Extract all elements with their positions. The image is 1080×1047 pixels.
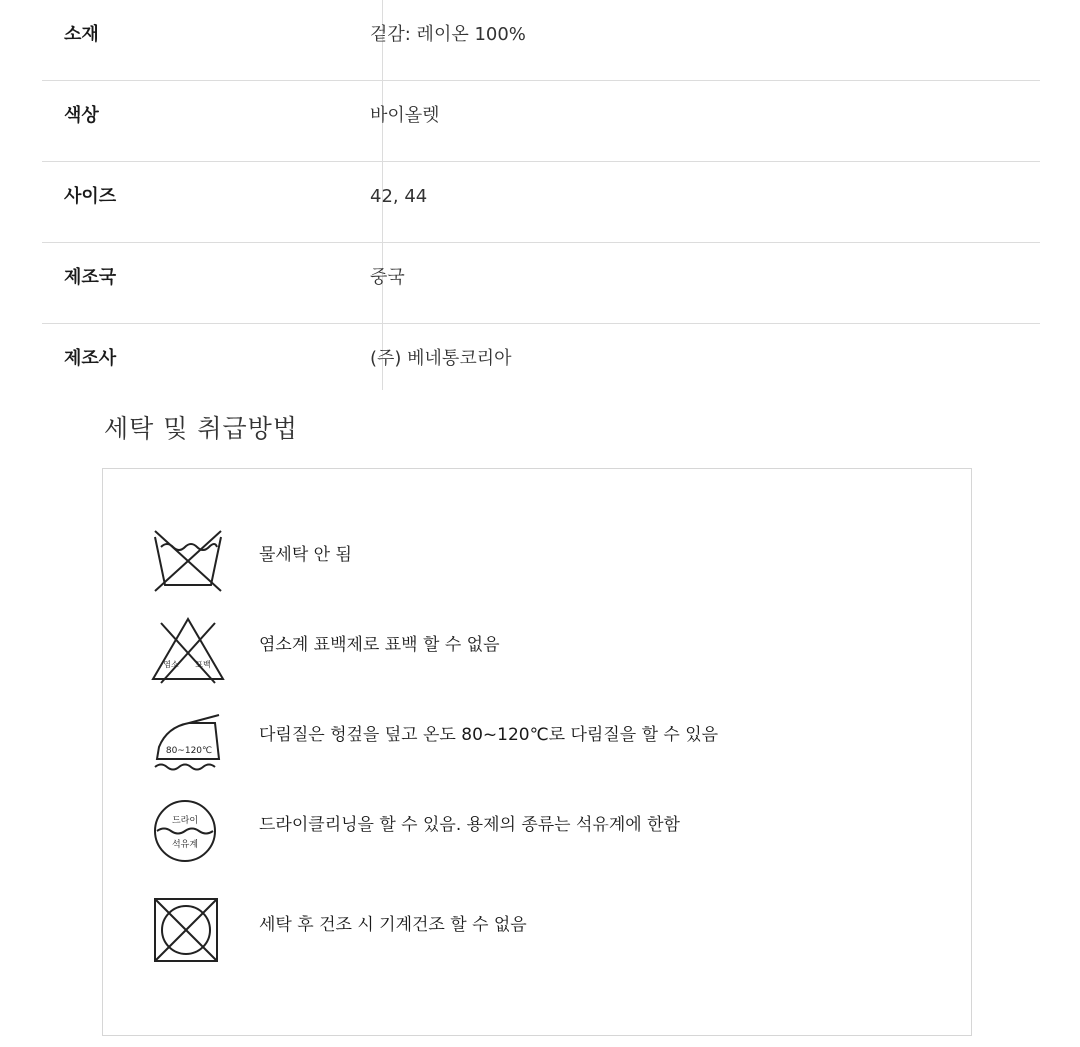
spec-value: 42, 44	[370, 186, 428, 207]
icon-label-dry: 드라이	[171, 816, 199, 826]
icon-label-temperature: 80~120℃	[165, 746, 213, 756]
dry-clean-petroleum-icon	[149, 793, 227, 867]
spec-row-size	[42, 162, 1040, 243]
no-chlorine-bleach-icon	[149, 613, 227, 687]
icon-label-petroleum: 석유계	[171, 840, 199, 850]
no-water-wash-icon	[149, 523, 227, 597]
care-section-title: 세탁 및 취급방법	[104, 414, 298, 443]
product-spec-table	[42, 0, 1040, 394]
spec-row-country	[42, 243, 1040, 324]
spec-label: 색상	[64, 105, 99, 126]
care-item	[103, 695, 963, 775]
spec-row-color	[42, 81, 1040, 162]
spec-row-manufacturer	[42, 324, 1040, 394]
iron-with-cloth-icon	[149, 703, 227, 777]
care-item	[103, 785, 963, 865]
spec-value: 바이올렛	[370, 105, 440, 126]
care-text: 염소계 표백제로 표백 할 수 없음	[259, 635, 500, 655]
care-item	[103, 515, 963, 595]
care-text: 다림질은 헝겊을 덮고 온도 80~120℃로 다림질을 할 수 있음	[259, 725, 719, 745]
spec-label: 사이즈	[64, 186, 117, 207]
no-tumble-dry-icon	[149, 893, 227, 967]
care-text: 세탁 후 건조 시 기계건조 할 수 없음	[259, 915, 527, 935]
spec-value: 겉감: 레이온 100%	[370, 24, 526, 45]
spec-label: 제조국	[64, 267, 117, 288]
spec-value: (주) 베네통코리아	[370, 348, 512, 369]
care-instructions-box	[102, 468, 972, 1036]
care-text: 드라이클리닝을 할 수 있음. 용제의 종류는 석유계에 한함	[259, 815, 680, 835]
spec-label: 제조사	[64, 348, 117, 369]
spec-row-material	[42, 0, 1040, 81]
spec-value: 중국	[370, 267, 405, 288]
spec-label: 소재	[64, 24, 99, 45]
care-text: 물세탁 안 됨	[259, 545, 352, 565]
icon-label-bleach: 표백	[195, 660, 211, 669]
care-item	[103, 885, 963, 965]
icon-label-chlorine: 염소	[163, 660, 179, 669]
care-item	[103, 605, 963, 685]
